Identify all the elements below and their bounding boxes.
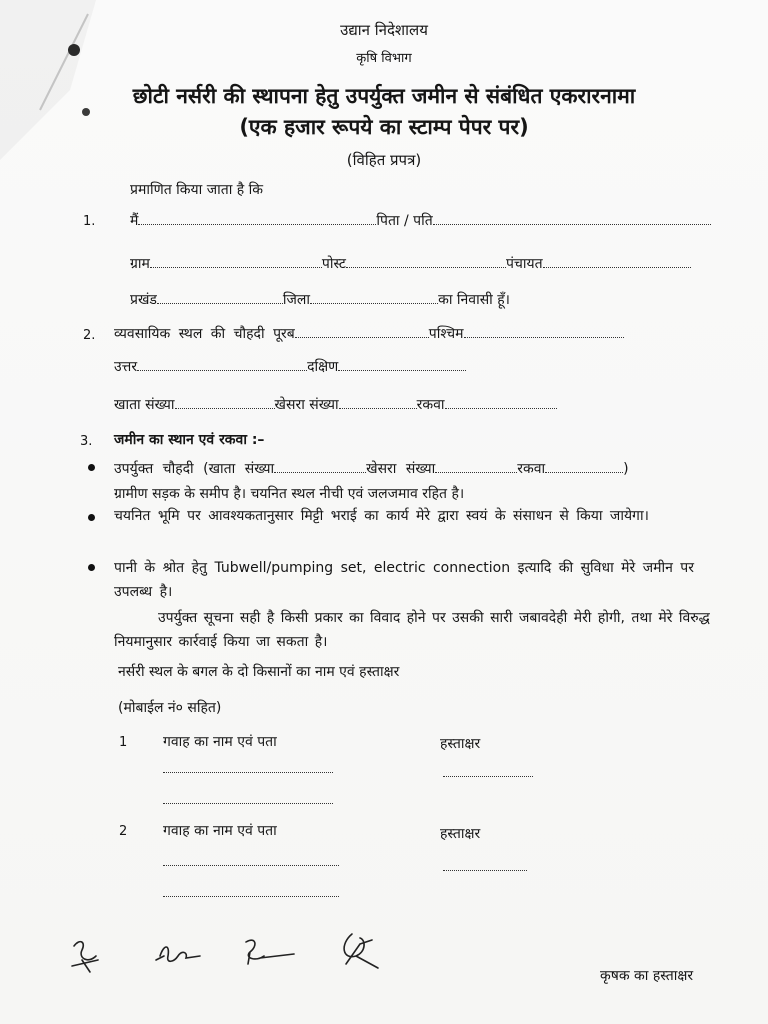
label-khesra: खेसरा संख्या (274, 397, 339, 413)
b1-text-c: रकवा (517, 461, 546, 477)
item-1-row3 (130, 290, 510, 309)
witness-2-address-field[interactable] (163, 896, 339, 897)
b1-text-b: खेसरा संख्या (366, 461, 436, 477)
handwritten-signatures (60, 920, 400, 990)
label-district: जिला (282, 292, 311, 308)
item-1-row2 (130, 254, 691, 273)
east-field[interactable] (295, 326, 429, 338)
name-field[interactable] (138, 213, 376, 225)
witness-2-number: 2 (119, 824, 128, 839)
witness-heading: नर्सरी स्थल के बगल के दो किसानों का नाम एवं हस्ताक्षर (118, 664, 400, 680)
item-3-number: 3. (80, 434, 93, 449)
department-name: उद्यान निदेशालय (340, 21, 428, 39)
form-type: (विहित प्रपत्र) (346, 151, 422, 169)
district-field[interactable] (310, 292, 438, 304)
witness-1-address-field[interactable] (163, 803, 333, 804)
bullet-icon (88, 564, 95, 571)
khata-field[interactable] (175, 397, 275, 409)
intro-text: प्रमाणित किया जाता है कि (130, 182, 264, 198)
witness-2-name-field[interactable] (163, 865, 339, 866)
item-2-row1 (114, 324, 624, 343)
bullet-2-text: चयनित भूमि पर आवश्यकतानुसार मिट्टी भराई का कार्य मेरे द्वारा स्वयं के संसाधन से किया जायेगा। (114, 508, 649, 524)
block-field[interactable] (157, 292, 283, 304)
label-post: पोस्ट (321, 256, 346, 272)
label-block: प्रखंड (130, 292, 157, 308)
label-south: दक्षिण (307, 359, 339, 375)
label-boundary-east: व्यवसायिक स्थल की चौहदी पूरब (114, 326, 295, 342)
south-field[interactable] (338, 359, 466, 371)
panchayat-field[interactable] (543, 256, 691, 268)
witness-1-sign-label: हस्ताक्षर (440, 736, 481, 752)
b1-text-a: उपर्युक्त चौहदी (खाता संख्या (114, 461, 275, 477)
label-village: ग्राम (130, 256, 150, 272)
post-field[interactable] (346, 256, 506, 268)
father-name-field[interactable] (433, 213, 711, 225)
witness-2-label: गवाह का नाम एवं पता (163, 823, 277, 839)
label-area: रकवा (416, 397, 445, 413)
label-north: उत्तर (114, 359, 138, 375)
bullet-3-text: पानी के श्रोत हेतु Tubwell/pumping set, electric connection इत्यादि की सुविधा मेरे जमीन पर उपलब्ध है। (114, 560, 694, 600)
item-2-row2 (114, 357, 466, 376)
label-resident: का निवासी हूँ। (438, 292, 510, 308)
north-field[interactable] (137, 359, 307, 371)
b1-area-field[interactable] (545, 461, 623, 473)
item-2-number: 2. (83, 328, 96, 343)
bullet-1-line1 (114, 459, 629, 478)
label-panchayat: पंचायत (506, 256, 543, 272)
witness-1-name-field[interactable] (163, 772, 333, 773)
document-title: छोटी नर्सरी की स्थापना हेतु उपर्युक्त जमीन से संबंधित एकरारनामा (132, 84, 636, 108)
label-main: मैं (130, 213, 139, 229)
area-field[interactable] (445, 397, 557, 409)
farmer-signature-label: कृषक का हस्ताक्षर (600, 968, 694, 984)
declaration-text: उपर्युक्त सूचना सही है किसी प्रकार का विवाद होने पर उसकी सारी जबावदेही मेरी होगी, तथा मेरे विरुद्ध नियमानुसार कार्रवाई किया जा सकता है। (114, 610, 710, 650)
b1-khesra-field[interactable] (435, 461, 517, 473)
witness-2-sign-label: हस्ताक्षर (440, 826, 481, 842)
bullet-icon (88, 464, 95, 471)
label-west: पश्चिम (428, 326, 464, 342)
bullet-1-line2: ग्रामीण सड़क के समीप है। चयनित स्थल नीची एवं जलजमाव रहित है। (114, 486, 465, 502)
document-subtitle: (एक हजार रूपये का स्टाम्प पेपर पर) (239, 115, 529, 139)
item-2-row3 (114, 395, 557, 414)
witness-1-number: 1 (119, 735, 128, 750)
item-3-heading: जमीन का स्थान एवं रकवा :– (114, 432, 265, 448)
sub-department: कृषि विभाग (356, 51, 412, 66)
label-khata: खाता संख्या (114, 397, 175, 413)
witness-1-sign-field[interactable] (443, 776, 533, 777)
item-1-row1 (130, 211, 711, 230)
khesra-field[interactable] (339, 397, 417, 409)
b1-khata-field[interactable] (274, 461, 366, 473)
west-field[interactable] (464, 326, 624, 338)
village-field[interactable] (150, 256, 322, 268)
label-father: पिता / पति (376, 213, 433, 229)
b1-text-d: ) (623, 461, 629, 477)
witness-1-label: गवाह का नाम एवं पता (163, 734, 277, 750)
item-1-number: 1. (83, 214, 96, 229)
mobile-note: (मोबाईल नं० सहित) (118, 700, 222, 716)
witness-2-sign-field[interactable] (443, 870, 527, 871)
bullet-icon (88, 514, 95, 521)
